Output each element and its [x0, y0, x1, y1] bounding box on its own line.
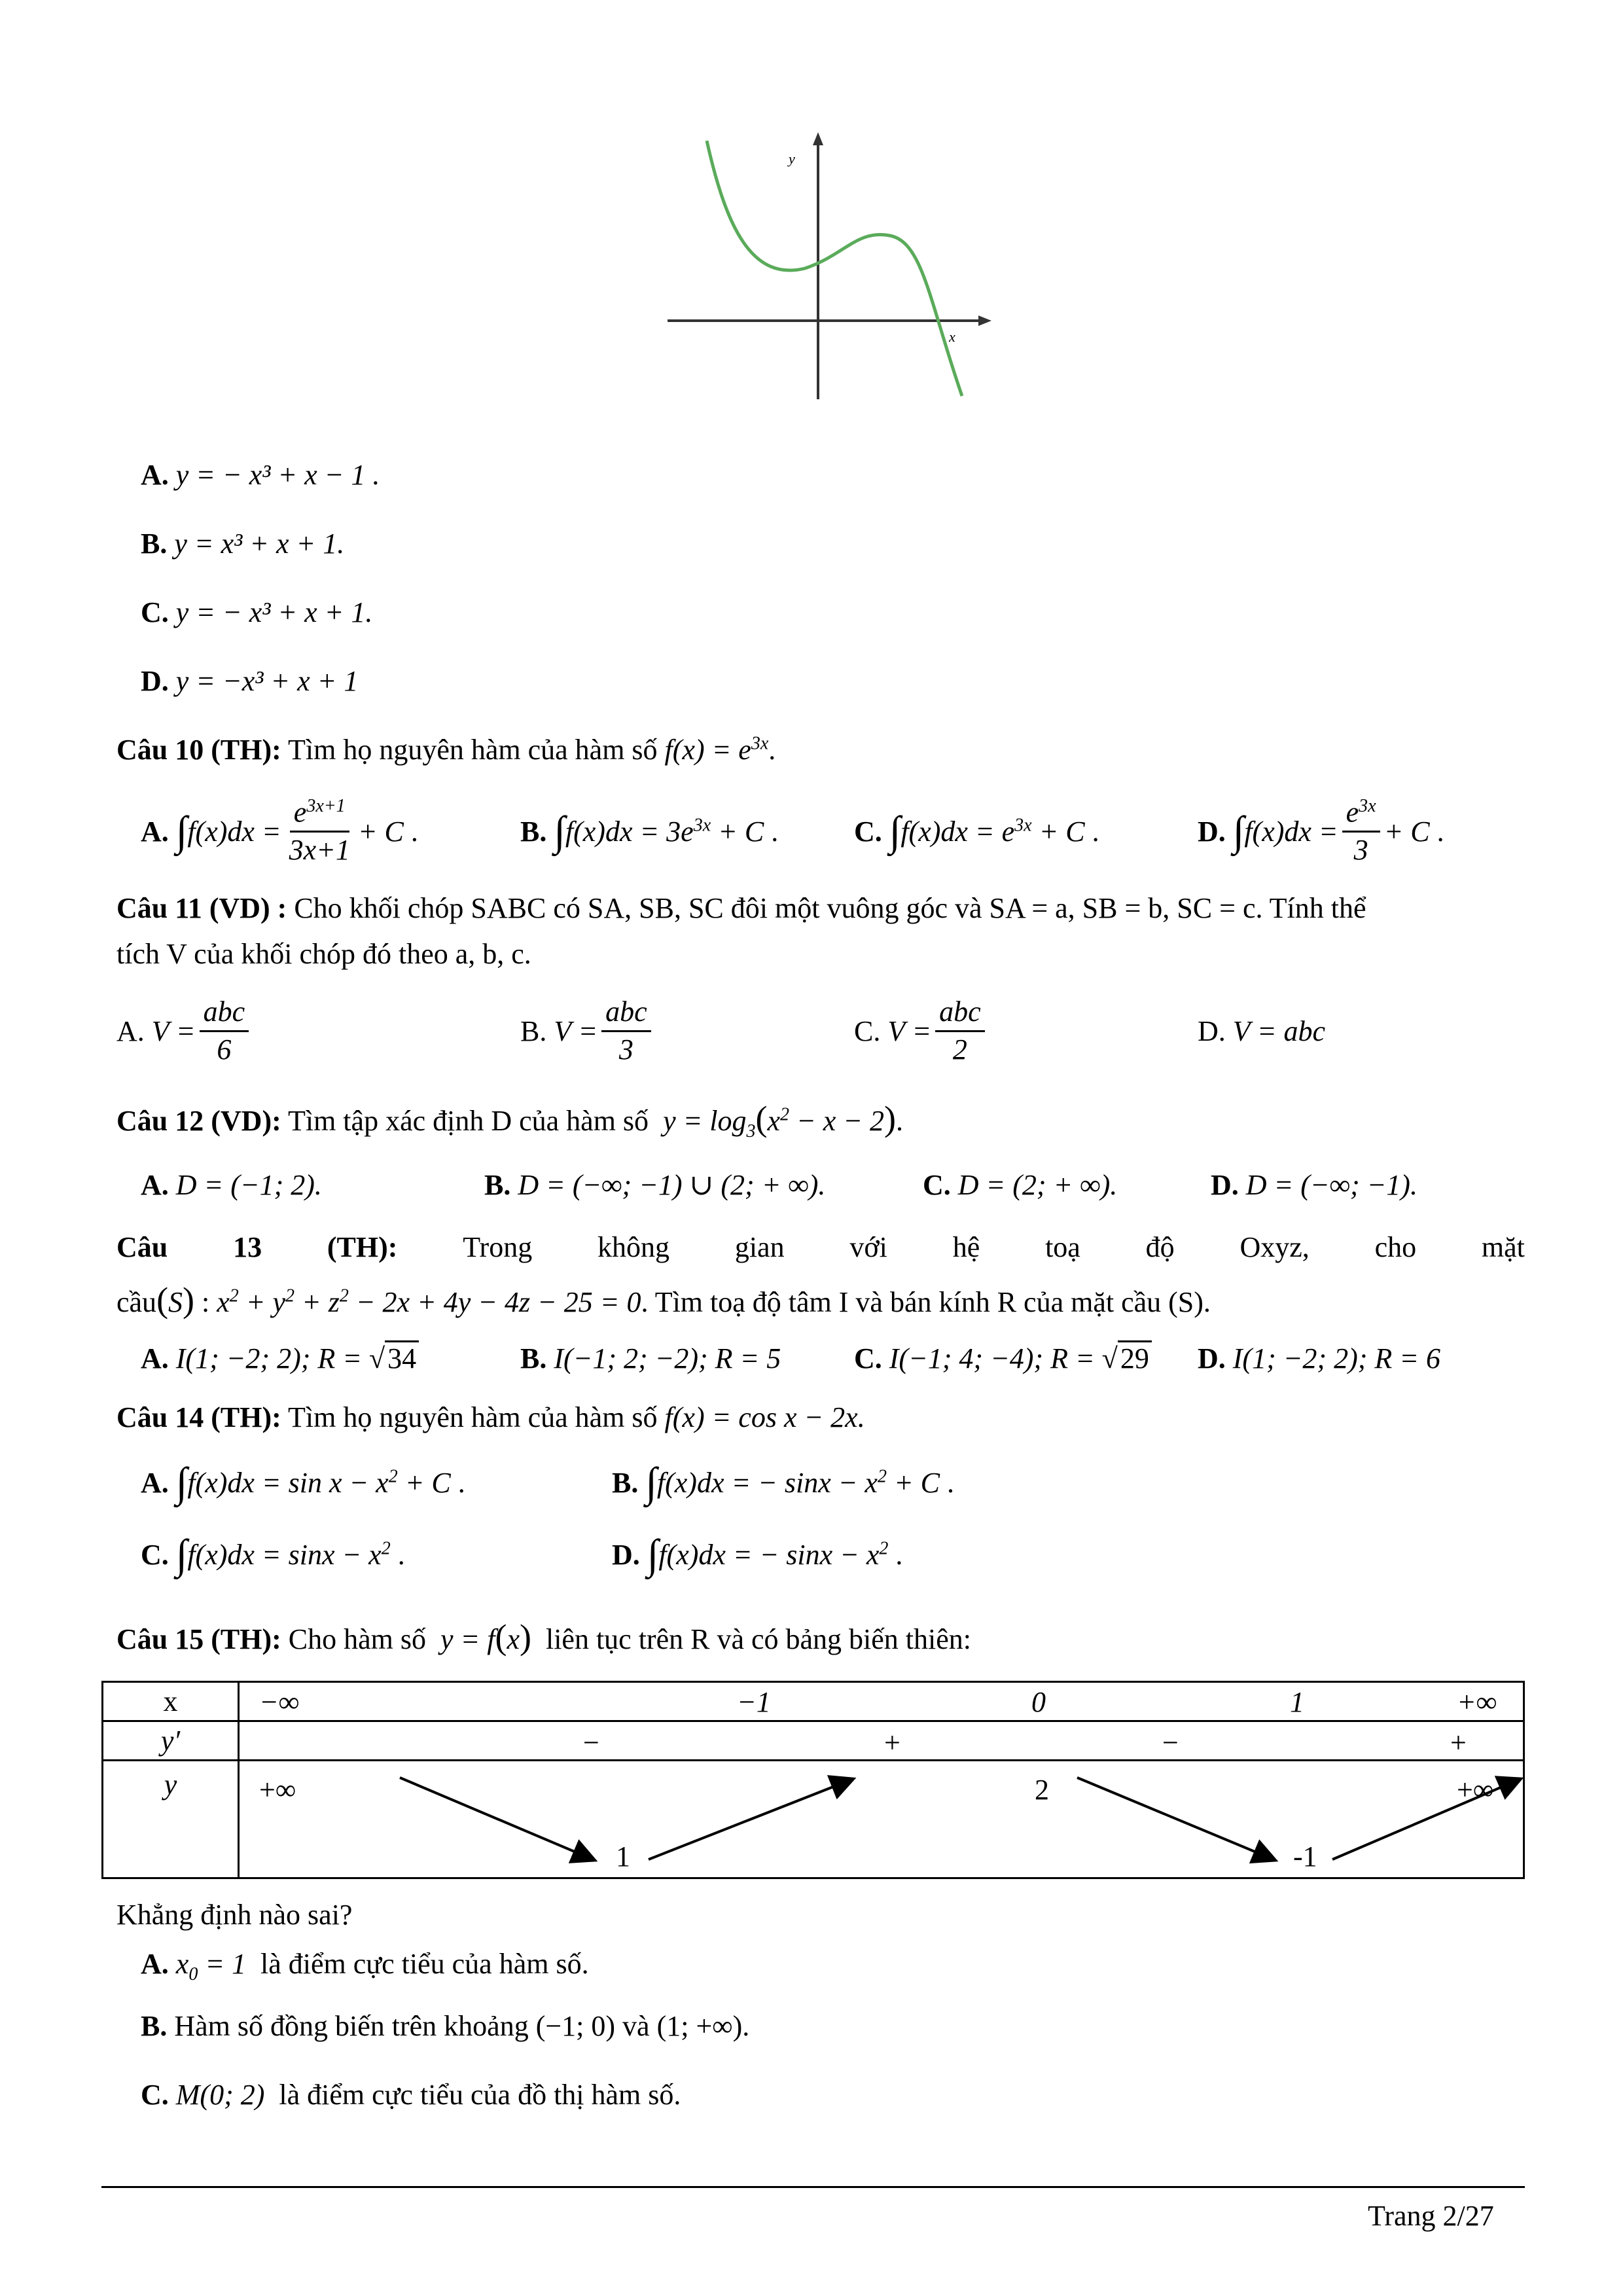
- q14-option-d: D. ∫ f(x)dx = − $\sin x - x^2$ .: [612, 1531, 903, 1577]
- q13-option-c: C. I(−1; 4; −4); R = √29: [854, 1342, 1152, 1375]
- table-row-x-label: x: [103, 1682, 239, 1721]
- q10-option-c: C. ∫ $f(x)dx = e^{3x} + C$ .: [854, 808, 1099, 854]
- q9-option-b: B. y = x³ + x + 1.: [141, 528, 345, 560]
- q15-option-b: B. Hàm số đồng biến trên khoảng (−1; 0) và (1; +∞).: [141, 2010, 750, 2042]
- q11-option-a: A. V = $\frac{\text{abc}}{6}$: [116, 988, 253, 1073]
- table-row-x: −∞ −1 0 1 +∞: [239, 1682, 1524, 1721]
- footer-divider: [101, 2186, 1525, 2188]
- table-row-y-label: y: [103, 1761, 239, 1878]
- y-axis-label: y: [789, 151, 795, 167]
- q14-option-b: B. ∫ f(x)dx = − $\sin x - x^2 + C$ .: [612, 1459, 955, 1505]
- cubic-graph: [654, 131, 995, 406]
- q14-option-c: C. ∫ $f(x)dx = \sin x - x^2$ .: [141, 1531, 405, 1577]
- q15-option-c: C. M(0; 2) là điểm cực tiểu của đồ thị hàm số.: [141, 2079, 681, 2111]
- q12-option-d: D. D = (−∞; −1).: [1211, 1169, 1418, 1201]
- q11-question-line2: tích V của khối chóp đó theo a, b, c.: [116, 938, 531, 970]
- q9-option-d: D. y = −x³ + x + 1: [141, 665, 359, 697]
- q10-option-b: B. ∫ $f(x)dx = 3e^{3x} + C$ .: [520, 808, 779, 854]
- table-row-yprime: − + − +: [239, 1721, 1524, 1761]
- q13-option-d: D. I(1; −2; 2); R = 6: [1198, 1342, 1440, 1374]
- q12-option-b: B. D = (−∞; −1) ∪ (2; + ∞).: [484, 1169, 826, 1201]
- q9-option-c: C. y = − x³ + x + 1.: [141, 596, 373, 628]
- q13-option-b: B. I(−1; 2; −2); R = 5: [520, 1342, 781, 1374]
- q15-option-a: A. $x_0 = 1$ là điểm cực tiểu của hàm số.: [141, 1948, 589, 1984]
- x-axis-label: x: [949, 329, 955, 345]
- q12-option-c: C. D = (2; + ∞).: [923, 1169, 1118, 1201]
- q12-option-a: A. D = (−1; 2).: [141, 1169, 322, 1201]
- table-row-yprime-label: y′: [103, 1721, 239, 1761]
- q13-question-line2: cầu(S) : $x^2 + y^2 + z^2 - 2x + 4y - 4z - 25 = 0$. Tìm toạ độ tâm I và bán kính R của mặt cầu (S).: [116, 1280, 1211, 1319]
- q15-claim: Khẳng định nào sai?: [116, 1899, 353, 1931]
- q11-option-c: C. V = $\frac{\text{abc}}{2}$: [854, 988, 989, 1073]
- q14-option-a: A. ∫ $f(x)dx = \sin x - x^2 + C$ .: [141, 1459, 465, 1505]
- q12-question: Câu 12 (VD): Tìm tập xác định D của hàm số $y = \log_3(x^2 - x - 2)$.: [116, 1099, 903, 1141]
- table-row-y: +∞ 1 2 -1 +∞: [239, 1761, 1524, 1878]
- page-number: Trang 2/27: [1368, 2200, 1494, 2232]
- q14-question: Câu 14 (TH): Tìm họ nguyên hàm của hàm số f(x) = cos x − 2x.: [116, 1401, 865, 1433]
- q10-option-a: A. ∫ f(x)dx = $\frac{e^{3x+1}}{3x+1}$ + C .: [141, 796, 418, 867]
- q10-option-d: D. ∫ f(x)dx = $\frac{e^{3x}}{3}$ + C .: [1198, 796, 1444, 867]
- q13-question-line1: Câu 13 (TH): Trong không gian với hệ toạ độ Oxyz, cho mặt: [116, 1231, 1525, 1263]
- q9-option-a: A. y = − x³ + x − 1 .: [141, 459, 380, 491]
- q11-option-d: D. V = abc: [1198, 1015, 1326, 1047]
- variation-table: [101, 1681, 1525, 1879]
- variation-arrows: [240, 1761, 1525, 1879]
- q10-question: Câu 10 (TH): Tìm họ nguyên hàm của hàm số $f(x) = e^{3x}$.: [116, 733, 776, 766]
- q15-question: Câu 15 (TH): Cho hàm số y = f(x) liên tục trên R và có bảng biến thiên:: [116, 1617, 971, 1657]
- q13-option-a: A. I(1; −2; 2); R = √34: [141, 1342, 419, 1375]
- q11-option-b: B. V = $\frac{\text{abc}}{3}$: [520, 988, 655, 1073]
- q11-question-line1: Câu 11 (VD) : Cho khối chóp SABC có SA, SB, SC đôi một vuông góc và SA = a, SB = b, SC = c. Tính thể: [116, 892, 1366, 924]
